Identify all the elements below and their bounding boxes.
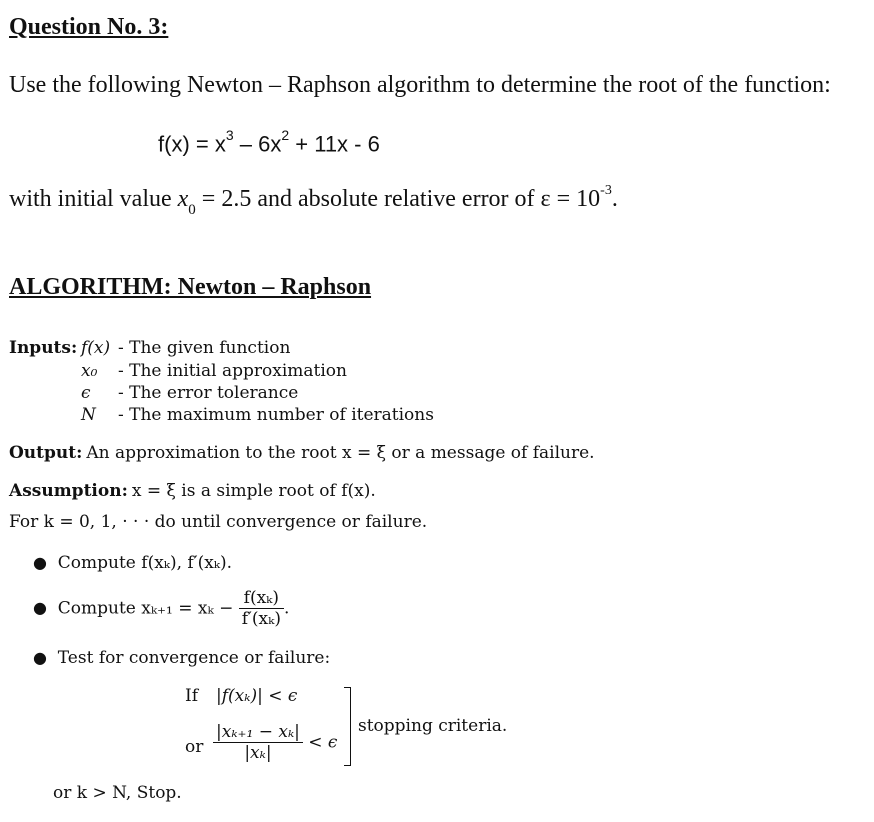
initial-value-line [9, 183, 618, 218]
function-exp1: 3 [225, 127, 234, 143]
function-equation [158, 127, 380, 157]
criteria-fraction [213, 722, 303, 763]
output-text: An approximation to the root x = ξ or a message of failure. [86, 443, 595, 463]
compute1-text: Compute f(xₖ), f′(xₖ). [57, 553, 233, 573]
function-rhs: + 11x - 6 [289, 131, 380, 157]
algorithm-title: ALGORITHM: Newton – Raphson [9, 274, 372, 300]
input-desc-x0: - The initial approximation [118, 361, 347, 381]
compute2-numerator: f(xₖ) [239, 588, 284, 609]
bullet-test [33, 648, 330, 668]
test-text: Test for convergence or failure: [57, 648, 331, 668]
bullet-compute-f [33, 553, 232, 573]
input-symbol-f: f(x) [81, 338, 111, 358]
loop-line: For k = 0, 1, · · · do until convergence or failure. [9, 512, 428, 532]
criteria-rhs: < ϵ [308, 732, 338, 753]
bullet-dot: ● [33, 598, 47, 617]
compute2-denominator: f′(xₖ) [241, 609, 281, 629]
output-label: Output: [9, 443, 83, 463]
assumption-label: Assumption: [9, 481, 128, 501]
compute2-prefix: Compute xₖ₊₁ = xₖ − [57, 598, 234, 619]
initial-sub: 0 [188, 201, 196, 218]
output-line [9, 443, 595, 463]
bullet-dot: ● [33, 648, 47, 667]
criteria-bracket [344, 687, 351, 766]
initial-var: x [177, 186, 189, 212]
input-symbol-n: N [81, 405, 96, 425]
compute2-end: . [283, 598, 290, 619]
initial-end: . [611, 186, 618, 212]
input-desc-f: - The given function [118, 338, 291, 358]
input-symbol-eps: ϵ [81, 383, 91, 403]
function-mid: – 6x [233, 131, 282, 157]
initial-prefix: with initial value [9, 186, 178, 212]
compute2-fraction [239, 588, 284, 629]
assumption-text: x = ξ is a simple root of f(x). [131, 481, 376, 501]
function-lhs: f(x) = x [158, 131, 226, 157]
stop-line: or k > N, Stop. [53, 783, 182, 803]
intro-text: Use the following Newton – Raphson algorithm to determine the root of the function: [9, 72, 831, 98]
criteria-numerator: |xₖ₊₁ − xₖ| [213, 722, 303, 743]
inputs-label: Inputs: [9, 338, 78, 358]
criteria-if-expr: |f(xₖ)| < ϵ [216, 686, 298, 706]
criteria-or-word: or [185, 737, 204, 757]
initial-exp: -3 [600, 183, 612, 198]
function-exp2: 2 [281, 127, 290, 143]
input-symbol-x0: x₀ [81, 361, 98, 381]
criteria-denominator: |xₖ| [244, 743, 272, 763]
question-title: Question No. 3: [9, 14, 169, 40]
bullet-compute-next [33, 588, 289, 629]
input-desc-eps: - The error tolerance [118, 383, 299, 403]
assumption-line [9, 481, 376, 501]
criteria-if-word: If [185, 686, 199, 706]
bullet-dot: ● [33, 553, 47, 572]
criteria-label: stopping criteria. [358, 716, 508, 736]
initial-middle: = 2.5 and absolute relative error of ε = 10 [195, 186, 601, 212]
input-desc-n: - The maximum number of iterations [118, 405, 434, 425]
criteria-relative [213, 722, 337, 763]
